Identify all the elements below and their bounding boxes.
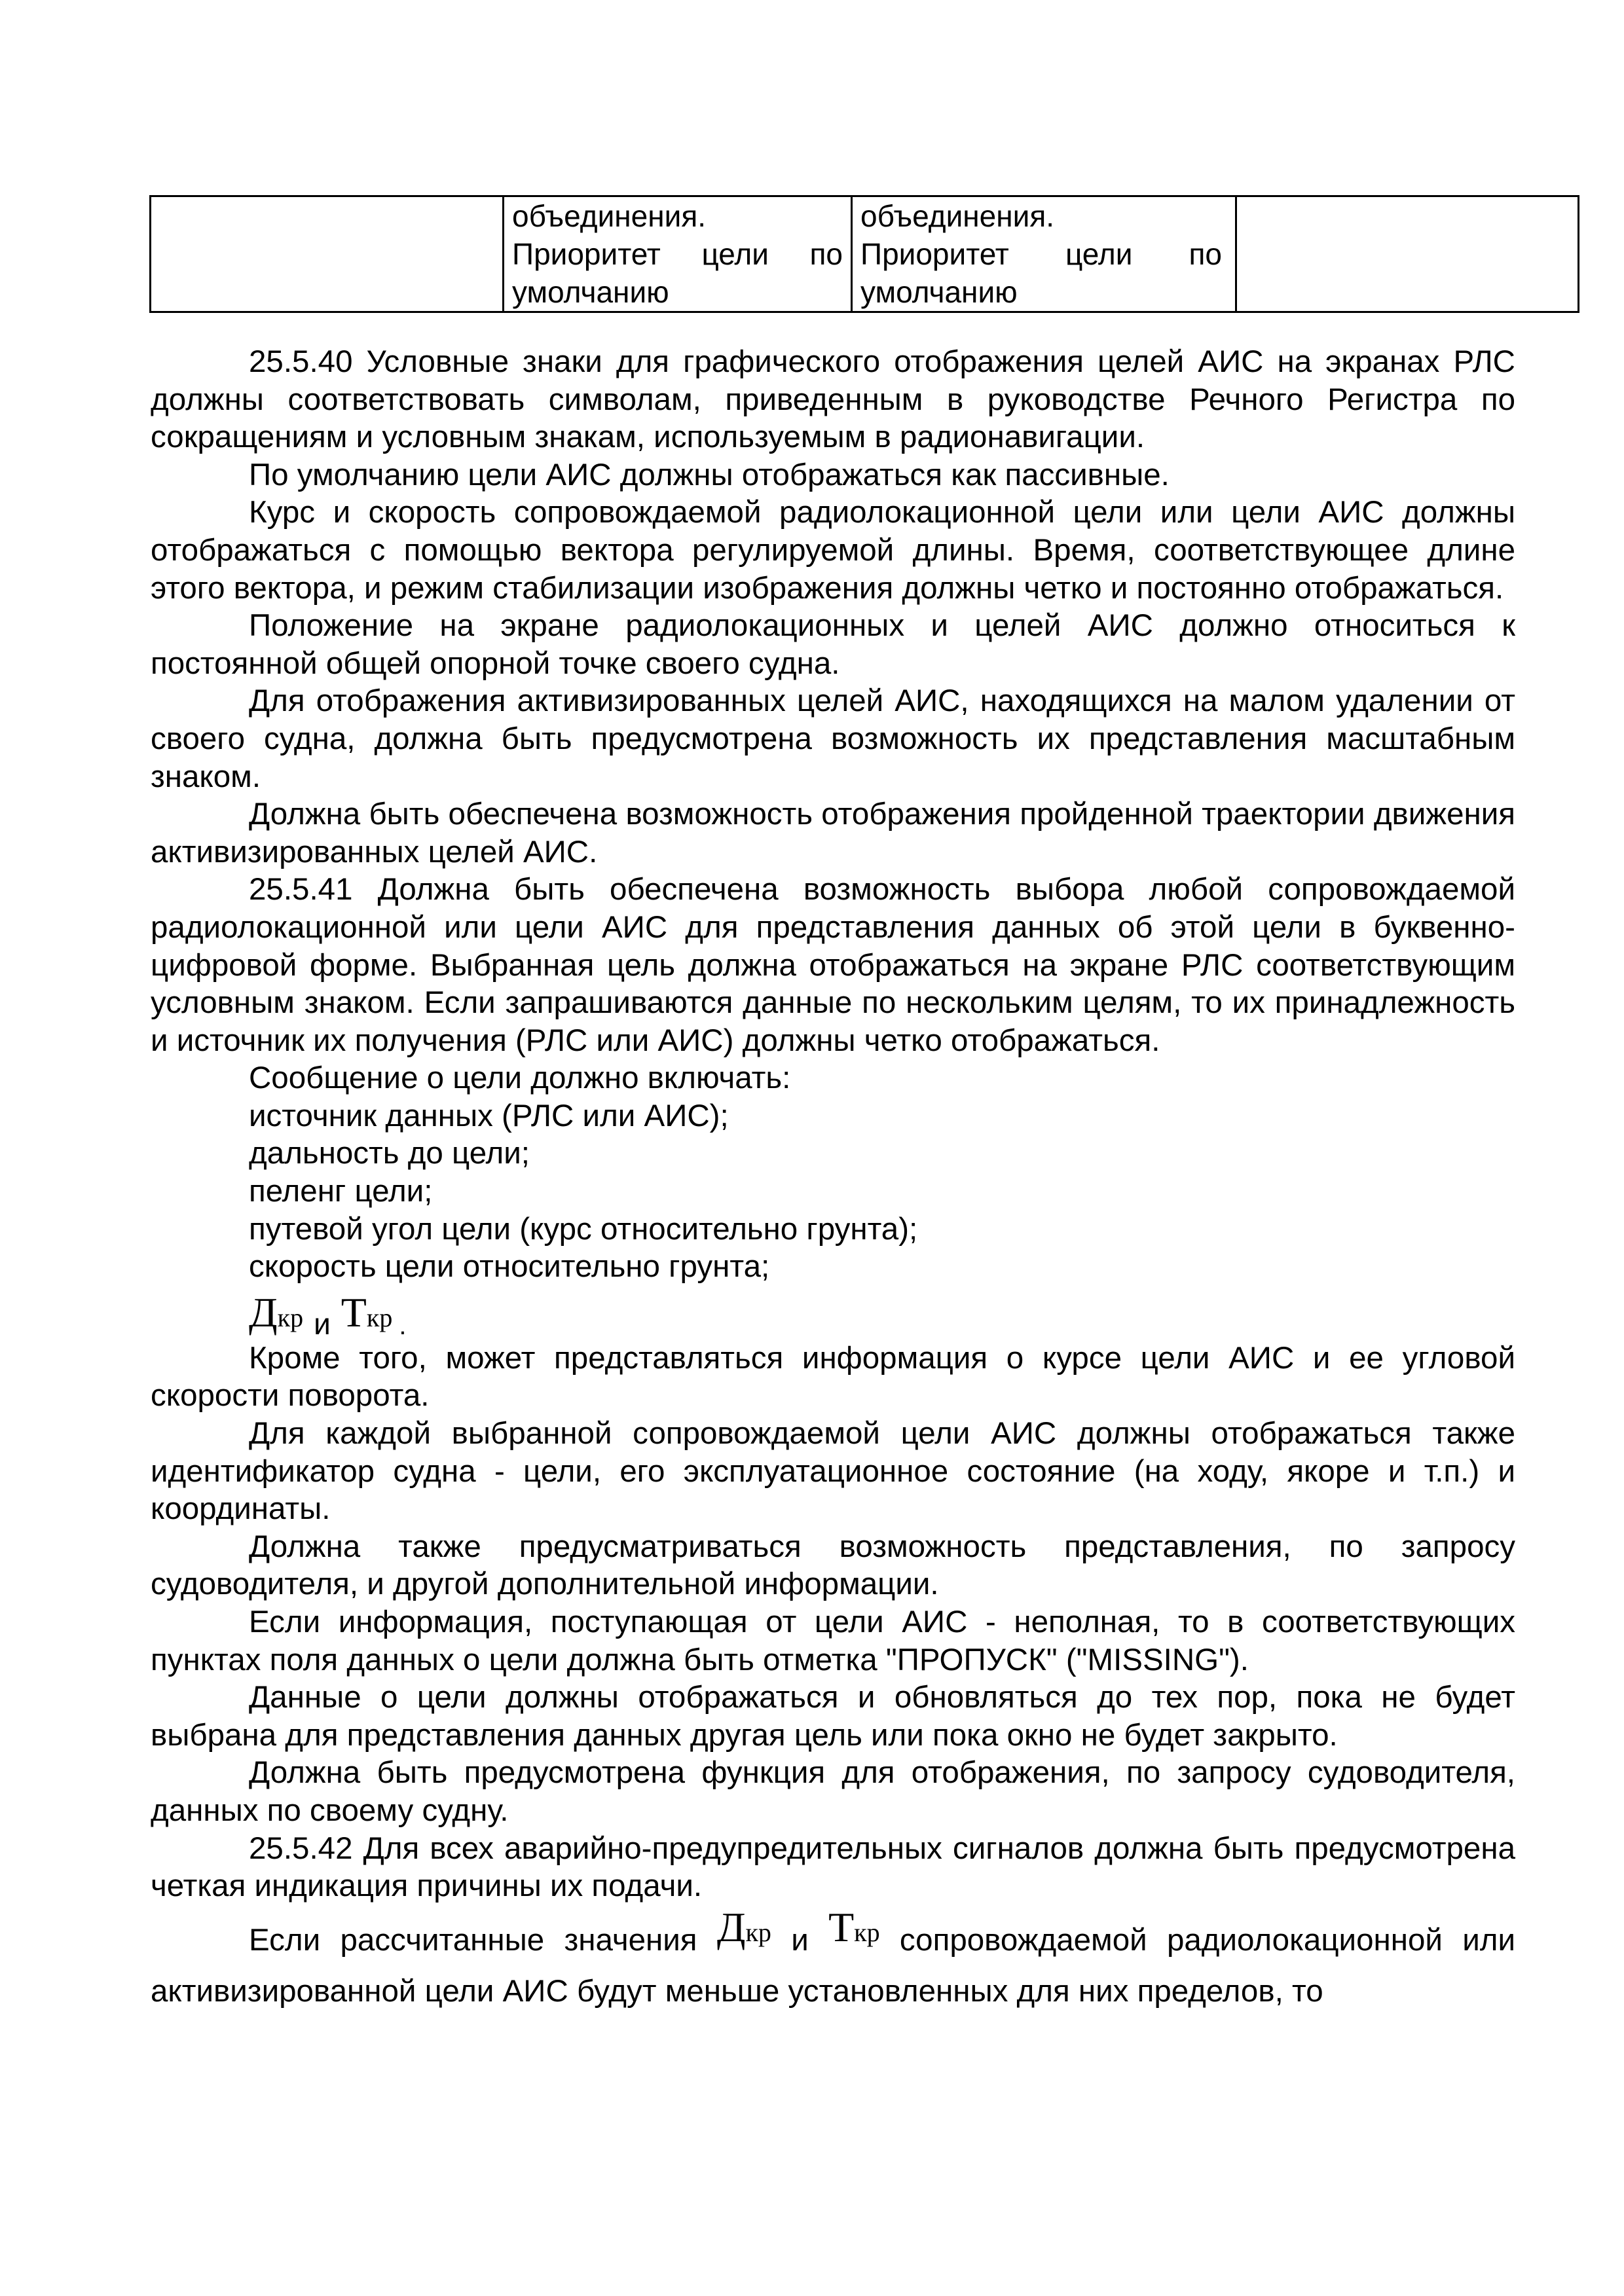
- formula-t-sub: кр: [854, 1917, 880, 1947]
- paragraph-rest: сопровождаемой радиолокационной или активизированной цели АИС будут меньше установленных для них пределов, то: [151, 1922, 1515, 2009]
- paragraph: [151, 1903, 1515, 2016]
- formula-and: и: [791, 1922, 809, 1958]
- body-text: [151, 343, 1515, 2016]
- formula-t-sub: кр: [366, 1302, 393, 1332]
- paragraph-start: Если рассчитанные значения: [249, 1922, 697, 1958]
- paragraph: Кроме того, может представляться информация о курсе цели АИС и ее угловой скорости поворота.: [151, 1340, 1515, 1413]
- formula-end: .: [399, 1311, 407, 1340]
- formula-d: Д: [716, 1903, 746, 1950]
- list-item: скорость цели относительно грунта;: [249, 1249, 770, 1285]
- table-row: [151, 196, 1579, 312]
- paragraph: Если информация, поступающая от цели АИС - неполная, то в соответствующих пунктах поля данных о цели должна быть отметка "ПРОПУСК" ("MISSING").: [151, 1605, 1515, 1677]
- paragraph: 25.5.42 Для всех аварийно-предупредительных сигналов должна быть предусмотрена четкая индикация причины их подачи.: [151, 1831, 1515, 1904]
- formula-d: Д: [249, 1288, 278, 1336]
- paragraph: Сообщение о цели должно включать:: [249, 1061, 791, 1096]
- paragraph: Курс и скорость сопровождаемой радиолокационной цели или цели АИС должны отображаться с помощью вектора регулируемой длины. Время, соответствующее длине этого вектора, и режим стабилизации изображения должны четко и постоянно отображаться.: [151, 495, 1515, 606]
- list-item: дальность до цели;: [249, 1136, 530, 1171]
- cell-line: объединения.: [860, 199, 1055, 233]
- formula-and: и: [314, 1306, 331, 1341]
- list-item: источник данных (РЛС или АИС);: [249, 1098, 729, 1133]
- table-cell-3: [852, 196, 1236, 312]
- formula-t: Т: [341, 1288, 367, 1336]
- formula-d-sub: кр: [277, 1302, 304, 1332]
- paragraph: Должна быть обеспечена возможность отображения пройденной траектории движения активизированных целей АИС.: [151, 797, 1515, 869]
- table-cell-4: [1236, 196, 1579, 312]
- formula-line: [151, 1286, 1515, 1339]
- paragraph: По умолчанию цели АИС должны отображаться как пассивные.: [249, 457, 1170, 492]
- table-cell-1: [151, 196, 504, 312]
- cell-line: Приоритет цели по: [512, 237, 843, 271]
- formula-d-sub: кр: [745, 1917, 771, 1947]
- list-item: пеленг цели;: [249, 1174, 433, 1209]
- paragraph: Данные о цели должны отображаться и обновляться до тех пор, пока не будет выбрана для представления данных другая цель или пока окно не будет закрыто.: [151, 1680, 1515, 1753]
- cell-line: Приоритет цели по: [860, 237, 1222, 271]
- paragraph: 25.5.41 Должна быть обеспечена возможность выбора любой сопровождаемой радиолокационной или цели АИС для представления данных об этой цели в буквенно-цифровой форме. Выбранная цель должна отображаться на экране РЛС соответствующим условным знаком. Если запрашиваются данные по нескольким целям, то их принадлежность и источник их получения (РЛС или АИС) должны четко отображаться.: [151, 872, 1515, 1058]
- cell-line: умолчанию: [860, 275, 1018, 309]
- paragraph: 25.5.40 Условные знаки для графического отображения целей АИС на экранах РЛС должны соответствовать символам, приведенным в руководстве Речного Регистра по сокращениям и условным знакам, используемым в радионавигации.: [151, 344, 1515, 455]
- table-fragment: [149, 195, 1579, 313]
- cell-line: объединения.: [512, 199, 707, 233]
- paragraph: Для отображения активизированных целей АИС, находящихся на малом удалении от своего судна, должна быть предусмотрена возможность их представления масштабным знаком.: [151, 683, 1515, 794]
- paragraph: Положение на экране радиолокационных и целей АИС должно относиться к постоянной общей опорной точке своего судна.: [151, 608, 1515, 681]
- table-cell-2: [504, 196, 852, 312]
- paragraph: Для каждой выбранной сопровождаемой цели АИС должны отображаться также идентификатор судна - цели, его эксплуатационное состояние (на ходу, якоре и т.п.) и координаты.: [151, 1416, 1515, 1527]
- cell-line: умолчанию: [512, 275, 669, 309]
- paragraph: Должна также предусматриваться возможность представления, по запросу судоводителя, и другой дополнительной информации.: [151, 1529, 1515, 1602]
- formula-t: Т: [828, 1903, 855, 1950]
- list-item: путевой угол цели (курс относительно грунта);: [249, 1211, 918, 1247]
- paragraph: Должна быть предусмотрена функция для отображения, по запросу судоводителя, данных по своему судну.: [151, 1755, 1515, 1828]
